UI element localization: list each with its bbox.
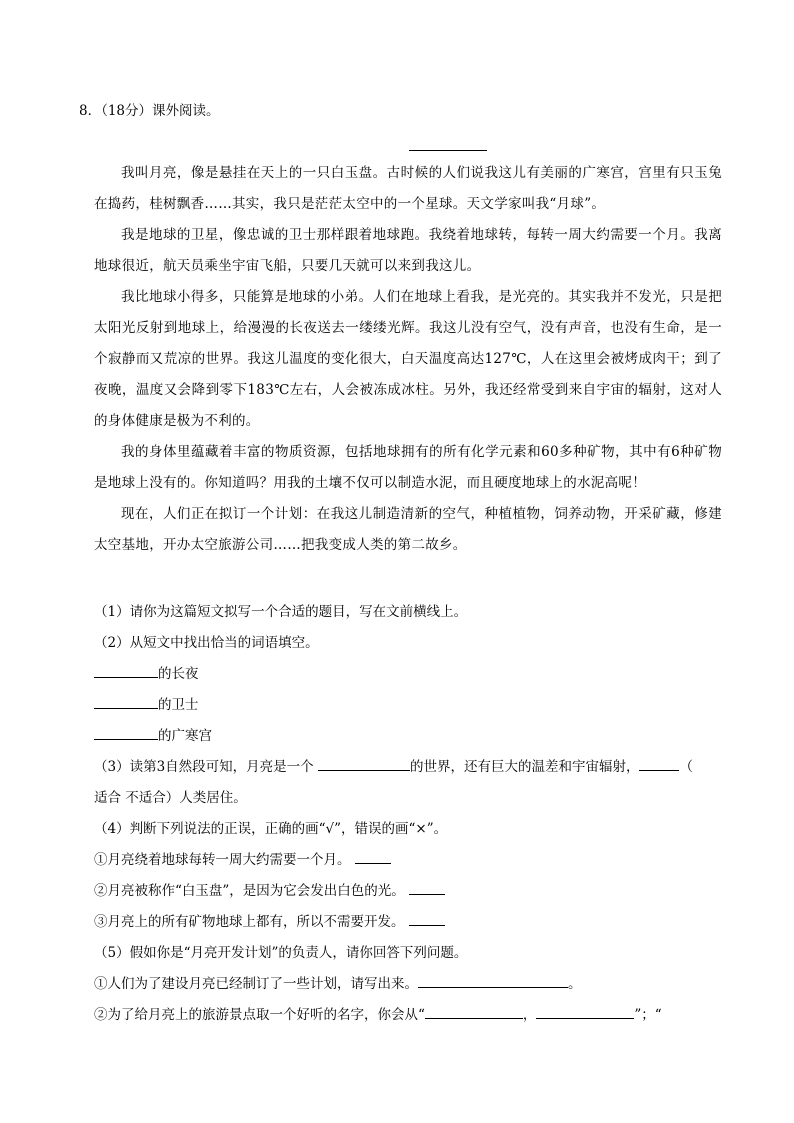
reading-passage	[94, 158, 722, 561]
question-5-text: ②为了给月亮上的旅游景点取一个好听的名字，你会从“	[94, 1007, 425, 1023]
blank-suffix: 的卫士	[158, 697, 199, 713]
fill-blank[interactable]	[425, 1004, 523, 1019]
blank-suffix: 的长夜	[158, 666, 199, 682]
question-5: （5）假如你是“月亮开发计划”的负责人，请你回答下列问题。	[94, 945, 468, 961]
question-4-item-3	[94, 907, 722, 938]
fill-blank[interactable]	[94, 694, 158, 709]
fill-blank[interactable]	[409, 880, 445, 895]
passage-paragraph-4: 我的身体里蕴藏着丰富的物质资源，包括地球拥有的所有化学元素和60多种矿物，其中有6种矿物是地球上没有的。你知道吗？用我的土壤不仅可以制造水泥，而且硬度地球上的水泥高呢！	[94, 444, 722, 491]
question-3-text: （3）读第3自然段可知，月亮是一个	[94, 759, 318, 775]
title-answer-blank[interactable]	[409, 132, 487, 151]
statement-text: ③月亮上的所有矿物地球上都有，所以不需要开发。	[94, 914, 409, 930]
question-4: （4）判断下列说法的正误，正确的画“√”，错误的画“×”。	[94, 821, 448, 837]
question-3-line-2: 适合 不适合）人类居住。	[94, 790, 247, 806]
question-4-item-2	[94, 876, 722, 907]
fill-blank[interactable]	[639, 756, 679, 771]
passage-paragraph-1: 我叫月亮，像是悬挂在天上的一只白玉盘。古时候的人们说我这儿有美丽的广寒宫，宫里有只玉兔在捣药，桂树飘香……其实，我只是茫茫太空中的一个星球。天文学家叫我“月球”。	[94, 165, 722, 212]
statement-text: ②月亮被称作“白玉盘”，是因为它会发出白色的光。	[94, 883, 410, 899]
question-2: （2）从短文中找出恰当的词语填空。	[94, 635, 319, 651]
question-list	[94, 597, 722, 1031]
question-5-item-2	[94, 1000, 722, 1031]
fill-blank[interactable]	[355, 849, 391, 864]
question-4-item-1	[94, 845, 722, 876]
fill-blank[interactable]	[536, 1004, 634, 1019]
blank-suffix: 的广寒宫	[158, 728, 212, 744]
question-3-text: 的世界，还有巨大的温差和宇宙辐射，	[409, 759, 640, 775]
question-2-item-b	[94, 690, 722, 721]
passage-paragraph-2: 我是地球的卫星，像忠诚的卫士那样跟着地球跑。我绕着地球转，每转一周大约需要一个月。我离地球很近，航天员乘坐宇宙飞船，只要几天就可以来到我这儿。	[94, 227, 722, 274]
question-5-item-1	[94, 969, 722, 1000]
fill-blank[interactable]	[318, 756, 410, 771]
question-1: （1）请你为这篇短文拟写一个合适的题目，写在文前横线上。	[94, 604, 468, 620]
statement-text: ①月亮绕着地球每转一周大约需要一个月。	[94, 852, 355, 868]
question-5-text: ”；“	[634, 1007, 662, 1023]
question-2-item-c	[94, 721, 722, 752]
question-5-text: ，	[522, 1007, 537, 1023]
question-3-text: （	[679, 759, 693, 775]
fill-blank[interactable]	[94, 725, 158, 740]
fill-blank[interactable]	[94, 663, 158, 678]
fill-blank[interactable]	[418, 973, 568, 988]
question-2-item-a	[94, 659, 722, 690]
question-5-text: ①人们为了建设月亮已经制订了一些计划，请写出来。	[94, 976, 418, 992]
passage-paragraph-5: 现在，人们正在拟订一个计划：在我这儿制造清新的空气，种植植物，饲养动物，开采矿藏，修建太空基地，开办太空旅游公司……把我变成人类的第二故乡。	[94, 506, 722, 553]
passage-paragraph-3: 我比地球小得多，只能算是地球的小弟。人们在地球上看我，是光亮的。其实我并不发光，只是把太阳光反射到地球上，给漫漫的长夜送去一缕缕光辉。我这儿没有空气，没有声音，也没有生命，是一个寂静而又荒凉的世界。我这儿温度的变化很大，白天温度高达127℃，人在这里会被烤成肉干；到了夜晚，温度又会降到零下183℃左右，人会被冻成冰柱。另外，我还经常受到来自宇宙的辐射，这对人的身体健康是极为不利的。	[94, 289, 722, 429]
question-number: 8．（18分）课外阅读。	[79, 103, 220, 119]
question-5-text: 。	[568, 976, 582, 992]
fill-blank[interactable]	[409, 911, 445, 926]
question-3-line-1	[94, 752, 722, 783]
